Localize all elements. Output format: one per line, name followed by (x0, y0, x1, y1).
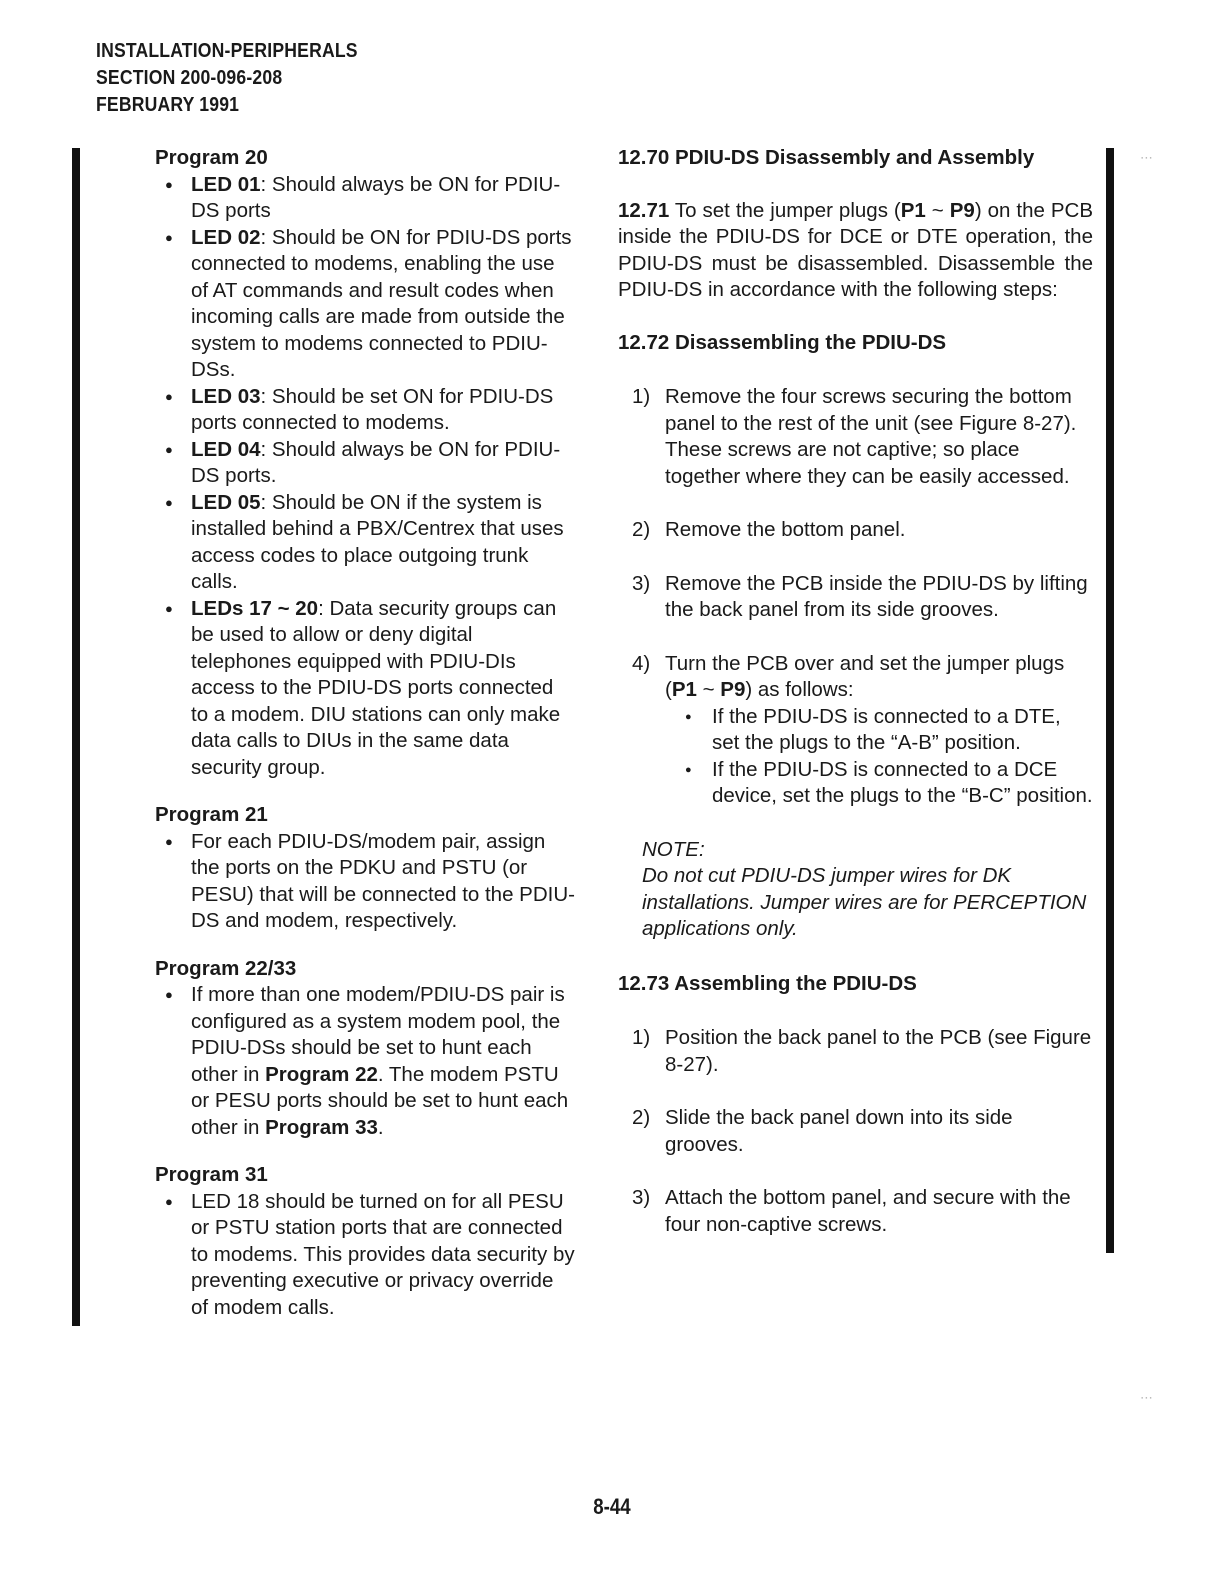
program-20-title: Program 20 (155, 146, 268, 169)
right-column (618, 145, 1093, 1265)
led-label: LED 03 (191, 384, 261, 408)
led-label: LED 01 (191, 172, 261, 196)
list-item (155, 490, 575, 596)
step-item (618, 1185, 1093, 1238)
list-item: ● LED 18 should be turned on for all PESU or PSTU station ports that are connected to modems. This provides data security by preventing executive or privacy override of modem calls. (155, 1189, 575, 1322)
list-item (155, 437, 575, 490)
text-run: If more than one modem/PDIU-DS pair is configured as a system modem pool, the PDIU-DSs should be set to hunt each other in (191, 983, 565, 1086)
note-block (618, 837, 1093, 943)
list-item: ● For each PDIU-DS/modem pair, assign the ports on the PDKU and PSTU (or PESU) that will be connected to the PDIU-DS and modem, respectively. (155, 829, 575, 935)
step-text: Turn the PCB over and set the jumper plugs ( (665, 651, 1065, 701)
page-number: 8-44 (593, 1494, 631, 1519)
step-item (618, 1025, 1093, 1078)
text-run: . (377, 1115, 384, 1139)
header-section: SECTION 200-096-208 (96, 67, 283, 89)
list-item (155, 982, 575, 1141)
scan-speck: ⋯ (1140, 150, 1153, 165)
led-text: : Should be ON if the system is installed behind a PBX/Centrex that uses access codes to place outgoing trunk calls. (191, 490, 564, 593)
text-run: . The modem PSTU or PESU ports should be set to hunt each other in (191, 1062, 569, 1139)
document-header (96, 38, 358, 119)
text-run: ~ (925, 198, 950, 222)
sub-item: ● If the PDIU-DS is connected to a DTE, set the plugs to the “A-B” position. (665, 704, 1093, 757)
list-item (155, 596, 575, 782)
led-text: : Should be ON for PDIU-DS ports connected to modems, enabling the use of AT commands and result codes when incoming calls are made from outside the system to modems connected to PDIU-DSs. (191, 225, 572, 381)
section-12-71-paragraph (618, 198, 1093, 304)
step-text: Remove the PCB inside the PDIU-DS by lifting the back panel from its side grooves. (665, 571, 1088, 621)
text-run: To set the jumper plugs ( (669, 198, 901, 222)
step-number: 4) (632, 651, 651, 675)
list-item (155, 225, 575, 384)
section-12-72-heading: 12.72 Disassembling the PDIU-DS (618, 330, 947, 354)
plug-ref: P9 (949, 198, 975, 222)
scan-speck: ⋯ (1140, 1390, 1153, 1405)
led-label: LED 04 (191, 437, 261, 461)
step-text: ~ (696, 678, 721, 701)
paragraph-number: 12.71 (618, 198, 670, 222)
plug-ref: P9 (720, 678, 746, 701)
text-run: ) on the PCB inside the PDIU-DS for DCE or DTE operation, the PDIU-DS must be disassembled. Disassemble the PDIU-DS in accordance with the following steps: (618, 198, 1093, 301)
step-text: Position the back panel to the PCB (see Figure 8-27). (665, 1026, 1092, 1076)
step-item (618, 651, 1093, 810)
program-ref: Program 33 (265, 1115, 378, 1139)
list-item (155, 384, 575, 437)
led-text: : Should always be ON for PDIU-DS ports. (191, 437, 561, 487)
program-21-list (155, 829, 575, 935)
step-item (618, 1105, 1093, 1158)
left-column (155, 145, 575, 1321)
section-12-73-heading: 12.73 Assembling the PDIU-DS (618, 971, 917, 995)
program-31-title: Program 31 (155, 1163, 268, 1186)
plug-ref: P1 (671, 678, 697, 701)
list-item (155, 172, 575, 225)
step-item (618, 517, 1093, 544)
step-text: Remove the bottom panel. (665, 518, 906, 541)
step-text: Remove the four screws securing the bottom panel to the rest of the unit (see Figure 8-27). These screws are not captive; so place together where they can be easily accessed. (665, 385, 1077, 488)
step-number: 2) (632, 518, 651, 541)
note-label: NOTE: (642, 837, 705, 861)
led-label: LED 05 (191, 490, 261, 514)
step-number: 2) (632, 1106, 651, 1129)
program-31-list (155, 1189, 575, 1322)
jumper-options (665, 704, 1093, 810)
assembly-steps (618, 1025, 1093, 1238)
sub-item: ● If the PDIU-DS is connected to a DCE device, set the plugs to the “B-C” position. (665, 757, 1093, 810)
right-change-bar (1106, 148, 1114, 1253)
step-number: 1) (632, 385, 651, 408)
program-22-33-list (155, 982, 575, 1141)
program-21-title: Program 21 (155, 803, 268, 826)
section-12-70-heading: 12.70 PDIU-DS Disassembly and Assembly (618, 146, 1035, 169)
led-text: : Should always be ON for PDIU-DS ports (191, 172, 561, 222)
led-label: LEDs 17 ~ 20 (191, 596, 319, 620)
program-20-list (155, 172, 575, 782)
step-item (618, 571, 1093, 624)
note-text: Do not cut PDIU-DS jumper wires for DK installations. Jumper wires are for PERCEPTION applications only. (642, 864, 1087, 940)
led-label: LED 02 (191, 225, 261, 249)
step-text: ) as follows: (745, 678, 854, 701)
left-change-bar (72, 148, 80, 1326)
step-number: 3) (632, 571, 651, 595)
led-text: : Data security groups can be used to allow or deny digital telephones equipped with PDIU-DIs access to the PDIU-DS ports connected to a modem. DIU stations can only make data calls to DIUs in the same data security group. (191, 596, 561, 779)
step-item (618, 384, 1093, 490)
header-date: FEBRUARY 1991 (96, 94, 240, 116)
step-text: Attach the bottom panel, and secure with the four non-captive screws. (665, 1186, 1071, 1236)
disassembly-steps (618, 384, 1093, 810)
header-title: INSTALLATION-PERIPHERALS (96, 40, 358, 62)
step-number: 1) (632, 1026, 651, 1049)
led-text: : Should be set ON for PDIU-DS ports connected to modems. (191, 384, 554, 434)
program-22-33-title: Program 22/33 (155, 956, 297, 980)
program-ref: Program 22 (265, 1062, 378, 1086)
plug-ref: P1 (900, 198, 926, 222)
step-number: 3) (632, 1186, 651, 1209)
step-text: Slide the back panel down into its side grooves. (665, 1106, 1013, 1156)
